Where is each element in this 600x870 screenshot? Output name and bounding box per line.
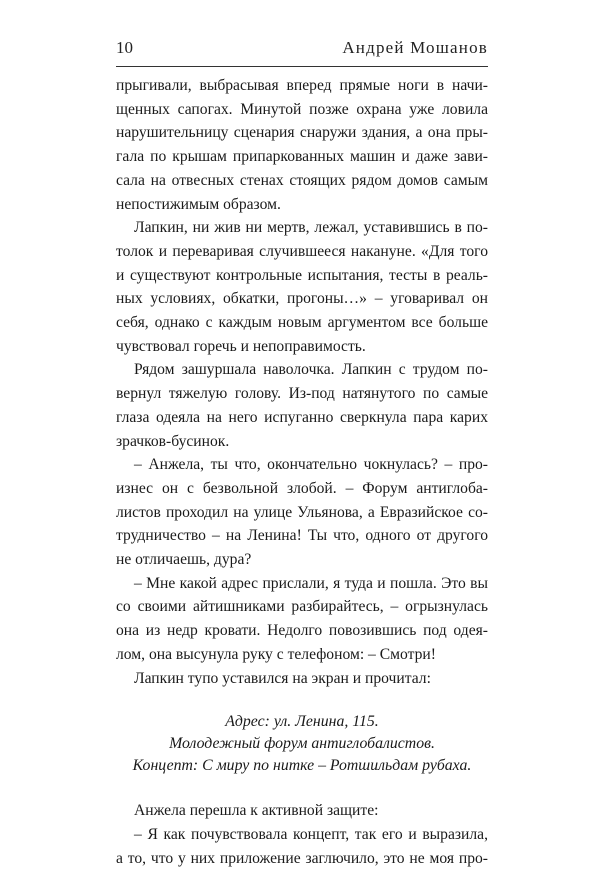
text-line: листов проходил на улице Ульянова, а Евразийское со- [116,503,488,521]
body-text [116,74,488,870]
text-line: прыгивали, выбрасывая вперед прямые ноги в начи- [116,77,488,94]
screen-quote [116,711,488,777]
text-line: лом, она высунула руку с телефоном: – Смотри! [116,645,436,663]
text-line: глаза одеяла на него испуганно сверкнула пара карих [116,408,488,426]
text-line: изнес он с безвольной злобой. – Форум антиглоба- [116,479,488,497]
text-line: чувствовал горечь и непоправимость. [116,337,366,355]
text-line: Анжела перешла к активной защите: [134,802,379,820]
header-rule [116,66,488,67]
text-line: Лапкин тупо уставился на экран и прочитал: [134,669,431,687]
text-line: щенных сапогах. Минутой позже охрана уже ловила [116,100,488,118]
text-line: нарушительницу сценария снаружи здания, а она пры- [116,124,488,142]
text-line: – Мне какой адрес прислали, я туда и пошла. Это вы [134,574,488,592]
text-line: зрачков-бусинок. [116,432,230,450]
text-line: – Я как почувствовала концепт, так его и выразила, [134,825,488,843]
text-line: а то, что у них приложение заглючило, это не моя про- [116,849,488,867]
text-line: непостижимым образом. [116,195,281,213]
text-line: – Анжела, ты что, окончательно чокнулась? – про- [134,456,488,474]
text-line: гала по крышам припаркованных машин и даже зави- [116,148,488,166]
text-line: Лапкин, ни жив ни мертв, лежал, уставившись в по- [134,219,488,237]
text-line: и существуют контрольные испытания, тесты в реаль- [116,266,488,284]
text-line: Рядом зашуршала наволочка. Лапкин с трудом по- [134,361,488,379]
page-number: 10 [116,38,133,57]
text-line: со своими айтишниками разбирайтесь, – огрызнулась [116,598,488,616]
quote-line: Молодежный форум антиглобалистов. [169,735,435,753]
text-line: она из недр кровати. Недолго повозившись под одея- [116,622,488,640]
text-line: не отличаешь, дура? [116,551,252,569]
quote-line: Адрес: ул. Ленина, 115. [225,713,379,731]
text-line: сала на отвесных стенах стоящих рядом домов самым [116,171,488,189]
running-header [116,38,488,64]
text-line: себя, однако с каждым новым аргументом все больше [116,314,488,332]
quote-line: Концепт: С миру по нитке – Ротшильдам рубаха. [132,757,472,775]
text-line: ных условиях, обкатки, прогоны…» – уговаривал он [116,290,488,308]
text-line: трудничество – на Ленина! Ты что, одного от другого [116,527,488,545]
text-line: толок и переваривая случившееся накануне. «Для того [116,242,488,260]
running-head-author: Андрей Мошанов [342,38,488,57]
text-line: вернул тяжелую голову. Из-под натянутого по самые [116,385,488,403]
